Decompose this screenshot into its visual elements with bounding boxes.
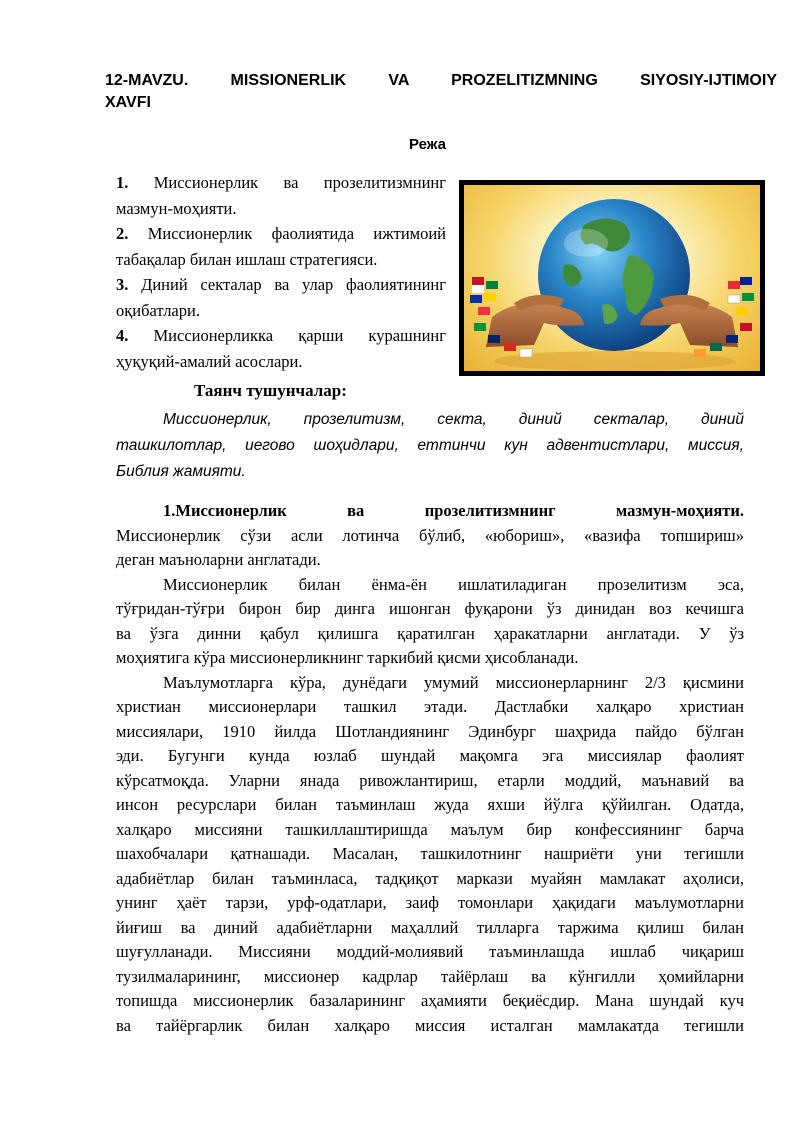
globe-hands-flags-icon (464, 185, 760, 371)
paragraph-line: топишда миссионерлик базаларининг аҳамияти беқиёсдир. Мана шундай куч (116, 991, 744, 1010)
paragraph-line: тузилмаларининг, миссионер кадрлар тайёрлаш ва кўнгилли ҳомийларни (116, 966, 744, 986)
title-line-2: XAVFI (105, 94, 151, 111)
key-concepts-line: Миссионерлик, прозелитизм, секта, диний секталар, диний (163, 411, 744, 428)
plan-heading: Режа (409, 136, 446, 153)
paragraph-line: йиғиш ва диний адабиётларни маҳаллий тилларга таржима қилиш билан (116, 917, 744, 937)
globe-image (459, 180, 765, 376)
paragraph-line: христиан миссионерлари ташкил этади. Дастлабки халқаро христиан (116, 697, 744, 716)
paragraph-line: моҳиятига кўра миссионерликнинг таркибий қисми ҳисобланади. (116, 648, 579, 667)
plan-line: оқибатлари. (116, 300, 200, 320)
paragraph-line: ва тайёргарлик билан халқаро миссия исталган мамлакатда тегишли (116, 1015, 744, 1035)
page-title (105, 70, 777, 114)
paragraph-line: тўғридан-тўғри бирон бир динга ишонган фуқарони ўз динидан воз кечишга (116, 599, 744, 618)
plan-line: табақалар билан ишлаш стратегияси. (116, 249, 378, 269)
paragraph-line: Миссионерлик сўзи асли лотинча бўлиб, «юбориш», «вазифа топшириш» (116, 525, 744, 545)
section-1-body (116, 499, 744, 1038)
plan-line: 4. Миссионерликка қарши курашнинг (116, 326, 446, 345)
key-concepts-heading: Таянч тушунчалар: (194, 381, 347, 400)
paragraph-line: эди. Бугунги кунда юзлаб шундай мақомга эга миссиялар фаолият (116, 746, 744, 765)
paragraph-line: кўрсатмоқда. Уларни янада ривожлантириш, етарли моддий, маънавий ва (116, 770, 744, 790)
plan-list (116, 170, 446, 374)
paragraph-line: Маълумотларга кўра, дунёдаги умумий миссионерларнинг 2/3 қисмини (163, 672, 744, 692)
paragraph-line: инсон ресурслари билан таъминлаш жуда яхши йўлга қўйилган. Одатда, (116, 795, 744, 814)
key-concepts-line: ташкилотлар, иегово шоҳидлари, еттинчи кун адвентистлари, миссия, (116, 437, 744, 454)
paragraph-line: деган маъноларни англатади. (116, 550, 321, 569)
plan-line: 2. Миссионерлик фаолиятида ижтимоий (116, 224, 446, 243)
plan-line: 3. Диний секталар ва улар фаолиятининг (116, 275, 446, 294)
paragraph-line: халқаро миссияни ташкиллаштиришда маълум бир конфессиянинг барча (116, 819, 744, 839)
paragraph-line: миссиялари, 1910 йилда Шотландиянинг Эдинбург шаҳрида пайдо бўлган (116, 721, 744, 741)
key-concepts-line: Библия жамияти. (116, 463, 246, 480)
paragraph-line: унинг ҳаёт тарзи, урф-одатлари, заиф томонлари ҳақидаги маълумотларни (116, 893, 744, 912)
title-line-1: 12-MAVZU. MISSIONERLIK VA PROZELITIZMNING SIYOSIY-IJTIMOIY (105, 72, 777, 89)
plan-line: ҳуқуқий-амалий асослари. (116, 351, 303, 371)
key-concepts-list (116, 407, 744, 485)
plan-line: 1. Миссионерлик ва прозелитизмнинг (116, 173, 446, 192)
paragraph-line: адабиётлар билан таъминласа, тадқиқот маркази муайян мамлакат аҳолиси, (116, 868, 744, 888)
paragraph-line: шуғулланади. Миссияни моддий-молиявий таъминлашда ишлаб чиқариш (116, 942, 744, 961)
section-heading: 1.Миссионерлик ва прозелитизмнинг мазмун-моҳияти. (163, 501, 744, 520)
plan-line: мазмун-моҳияти. (116, 198, 237, 218)
paragraph-line: шахобчалари қатнашади. Масалан, ташкилотнинг нашриёти уни тегишли (116, 844, 744, 863)
paragraph-line: Миссионерлик билан ёнма-ён ишлатиладиган прозелитизм эса, (163, 574, 744, 594)
paragraph-line: ва ўзга динни қабул қилишга қаратилган ҳаракатларни англатади. У ўз (116, 623, 744, 643)
